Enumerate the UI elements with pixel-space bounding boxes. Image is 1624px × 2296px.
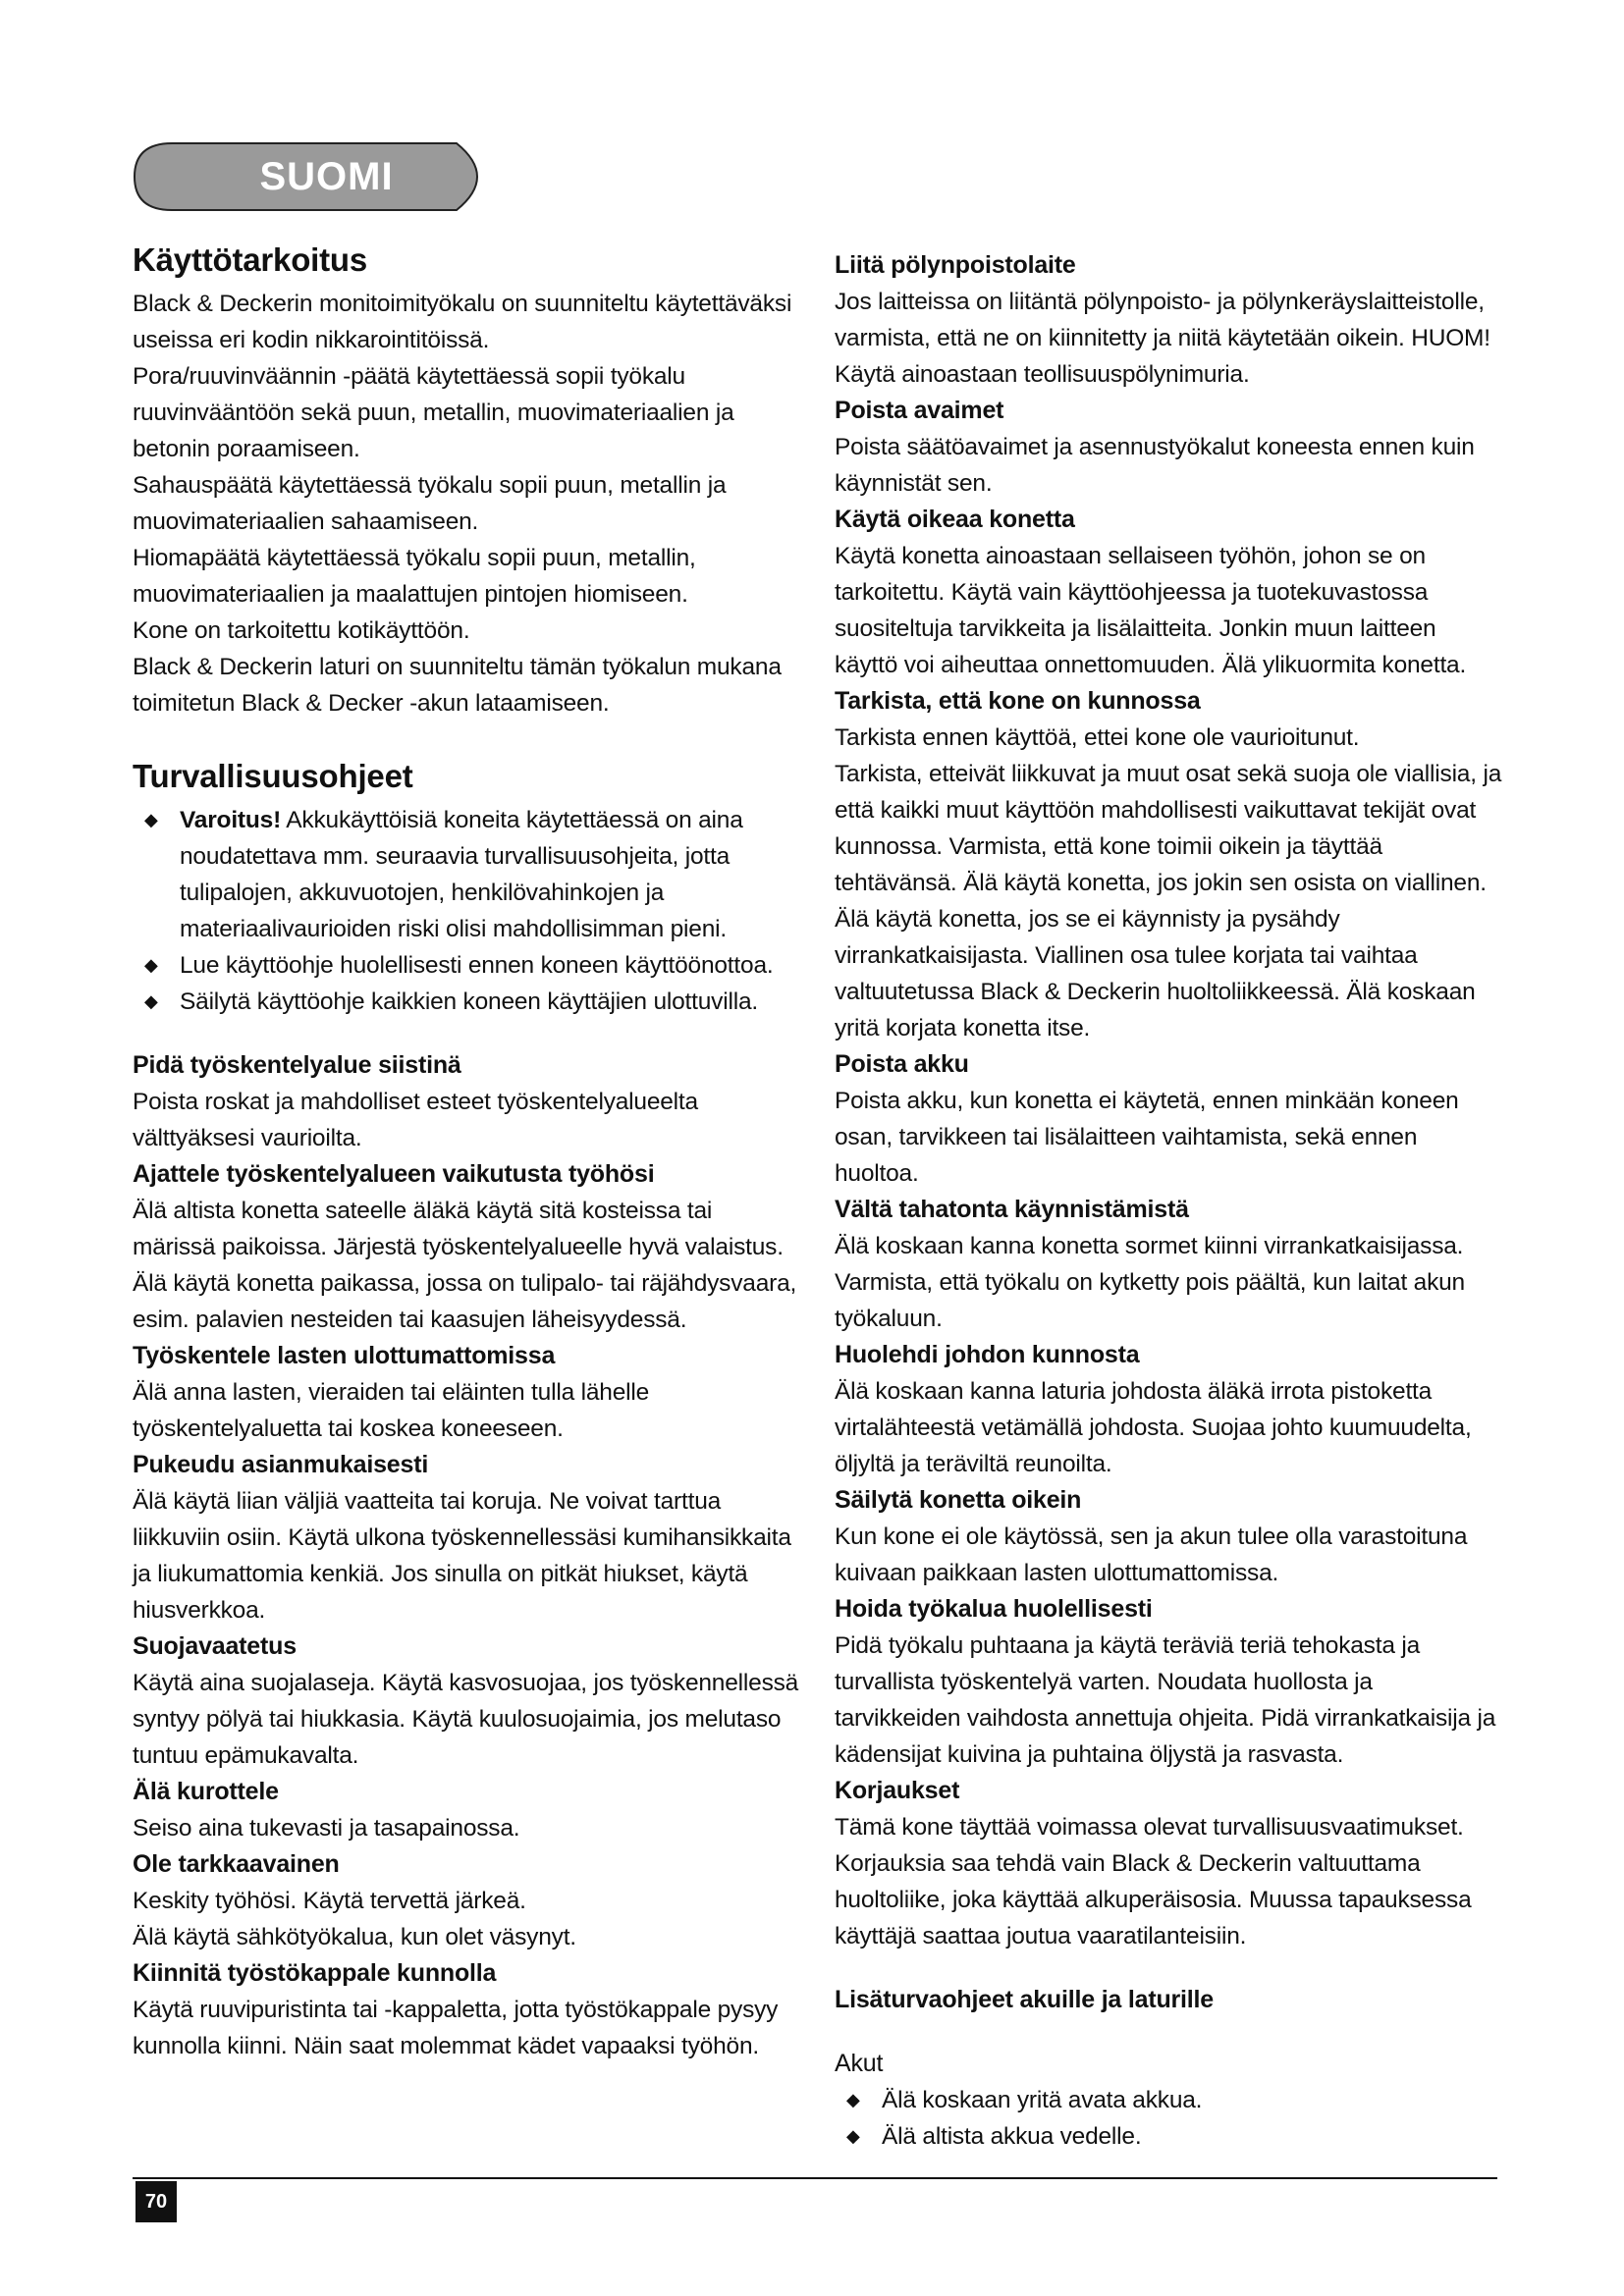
section-title: Ajattele työskentelyalueen vaikutusta työhösi <box>133 1160 655 1188</box>
intro-paragraph: Black & Deckerin laturi on suunniteltu tämän työkalun mukana toimitetun Black & Decker -akun lataamiseen. <box>133 654 782 717</box>
heading-turvallisuusohjeet: Turvallisuusohjeet <box>133 758 413 794</box>
intro-paragraph: Sahauspäätä käytettäessä työkalu sopii puun, metallin ja muovimateriaalien sahaamiseen. <box>133 472 727 535</box>
section-title: Käytä oikeaa konetta <box>835 506 1075 533</box>
section-title: Vältä tahatonta käynnistämistä <box>835 1196 1189 1223</box>
section-text: Käytä aina suojalaseja. Käytä kasvosuojaa, jos työskennellessä syntyy pölyä tai hiukkasia. Käytä kuulosuojaimia, jos melutaso tuntuu epämukavalta. <box>133 1670 799 1769</box>
section-title: Poista avaimet <box>835 397 1004 424</box>
section-text: Poista roskat ja mahdolliset esteet työskentelyalueelta välttyäksesi vaurioilta. <box>133 1089 698 1151</box>
warning-label: Varoitus! <box>180 807 282 833</box>
section-title: Poista akku <box>835 1050 969 1078</box>
section-title: Korjaukset <box>835 1777 960 1804</box>
intro-paragraph: Black & Deckerin monitoimityökalu on suunniteltu käytettäväksi useissa eri kodin nikkarointitöissä. <box>133 291 792 353</box>
section-text: Tarkista ennen käyttöä, ettei kone ole vaurioitunut. <box>835 724 1360 751</box>
bullet-text: Säilytä käyttöohje kaikkien koneen käyttäjien ulottuvilla. <box>180 988 758 1015</box>
bullet-text: Lue käyttöohje huolellisesti ennen koneen käyttöönottoa. <box>180 952 774 979</box>
section-title: Hoida työkalua huolellisesti <box>835 1595 1153 1623</box>
section-text: Älä käytä sähkötyökalua, kun olet väsynyt. <box>133 1924 576 1950</box>
section-text: Kun kone ei ole käytössä, sen ja akun tulee olla varastoituna kuivaan paikkaan lasten ulottumattomissa. <box>835 1523 1468 1586</box>
section-text: Käytä ruuvipuristinta tai -kappaletta, jotta työstökappale pysyy kunnolla kiinni. Näin saat molemmat kädet vapaaksi työhön. <box>133 1997 779 2059</box>
page-number: 70 <box>135 2181 177 2222</box>
section-text: Älä anna lasten, vieraiden tai eläinten tulla lähelle työskentelyaluetta tai koskea koneeseen. <box>133 1379 650 1442</box>
intro-paragraph: Kone on tarkoitettu kotikäyttöön. <box>133 617 470 644</box>
akut-bullet-list <box>835 2082 1502 2155</box>
section-title: Tarkista, että kone on kunnossa <box>835 687 1201 715</box>
section-text: Poista akku, kun konetta ei käytetä, ennen minkään koneen osan, tarvikkeen tai lisälaitteen vaihtamista, sekä ennen huoltoa. <box>835 1088 1459 1187</box>
section-title: Ole tarkkaavainen <box>133 1850 340 1878</box>
safety-bullet-list <box>133 802 800 1020</box>
section-title: Liitä pölynpoistolaite <box>835 251 1076 279</box>
diamond-bullet-icon: ◆ <box>846 2090 860 2109</box>
section-text: Älä koskaan kanna konetta sormet kiinni virrankatkaisijassa. Varmista, että työkalu on kytketty pois päältä, kun laitat akun työkaluun. <box>835 1233 1465 1332</box>
section-text: Pidä työkalu puhtaana ja käytä teräviä teriä tehokasta ja turvallista työskentelyä varten. Noudata huollosta ja tarvikkeiden vaihdosta annettuja ohjeita. Pidä virrankatkaisija ja kädensijat kuivina ja puhtaina öljystä ja rasvasta. <box>835 1632 1496 1768</box>
diamond-bullet-icon: ◆ <box>144 991 158 1011</box>
bullet-text: Älä altista akkua vedelle. <box>882 2123 1142 2150</box>
section-text: Älä koskaan kanna laturia johdosta äläkä irrota pistoketta virtalähteestä vetämällä johdosta. Suojaa johto kuumuudelta, öljyltä ja teräviltä reunoilta. <box>835 1378 1472 1477</box>
section-text: Poista säätöavaimet ja asennustyökalut koneesta ennen kuin käynnistät sen. <box>835 434 1475 497</box>
list-item <box>133 802 800 947</box>
intro-paragraph: Hiomapäätä käytettäessä työkalu sopii puun, metallin, muovimateriaalien ja maalattujen pintojen hiomiseen. <box>133 545 696 608</box>
bullet-text: Älä koskaan yritä avata akkua. <box>882 2087 1203 2113</box>
section-text: Tämä kone täyttää voimassa olevat turvallisuusvaatimukset. Korjauksia saa tehdä vain Black & Deckerin valtuuttama huoltoliike, joka käyttää alkuperäisosia. Muussa tapauksessa käyttäjä saattaa joutua vaaratilanteisiin. <box>835 1814 1472 1949</box>
list-item <box>835 2082 1502 2118</box>
section-title: Kiinnitä työstökappale kunnolla <box>133 1959 497 1987</box>
heading-lisaturvaohjeet: Lisäturvaohjeet akuille ja laturille <box>835 1986 1215 2013</box>
footer-rule <box>133 2177 1497 2179</box>
section-text: Seiso aina tukevasti ja tasapainossa. <box>133 1815 520 1842</box>
section-title: Älä kurottele <box>133 1778 279 1805</box>
diamond-bullet-icon: ◆ <box>846 2126 860 2146</box>
section-text: Älä käytä liian väljiä vaatteita tai koruja. Ne voivat tarttua liikkuviin osiin. Käytä ulkona työskennellessäsi kumihansikkaita ja liukumattomia kenkiä. Jos sinulla on pitkät hiukset, käytä hiusverkkoa. <box>133 1488 791 1624</box>
language-tab <box>133 137 501 216</box>
list-item <box>133 984 800 1020</box>
right-column <box>835 247 1502 2155</box>
section-title: Pukeudu asianmukaisesti <box>133 1451 429 1478</box>
left-column <box>133 239 800 2064</box>
section-text: Keskity työhösi. Käytä tervettä järkeä. <box>133 1888 526 1914</box>
intro-paragraph: Pora/ruuvinväännin -päätä käytettäessä sopii työkalu ruuvinvääntöön sekä puun, metallin, muovimateriaalien ja betonin poraamiseen. <box>133 363 734 462</box>
section-title: Huolehdi johdon kunnosta <box>835 1341 1140 1368</box>
section-title: Pidä työskentelyalue siistinä <box>133 1051 461 1079</box>
section-text: Jos laitteissa on liitäntä pölynpoisto- ja pölynkeräyslaitteistolle, varmista, että ne on kiinnitetty ja niitä käytetään oikein. HUOM! Käytä ainoastaan teollisuuspölynimuria. <box>835 289 1490 388</box>
warning-text: Akkukäyttöisiä koneita käytettäessä on aina noudatettava mm. seuraavia turvallisuusohjeita, jotta tulipalojen, akkuvuotojen, henkilövahinkojen ja materiaalivaurioiden riski olisi mahdollisimman pieni. <box>180 807 743 942</box>
diamond-bullet-icon: ◆ <box>144 810 158 829</box>
section-title: Työskentele lasten ulottumattomissa <box>133 1342 556 1369</box>
section-text: Käytä konetta ainoastaan sellaiseen työhön, johon se on tarkoitettu. Käytä vain käyttöohjeessa ja tuotekuvastossa suositeltuja tarvikkeita ja lisälaitteita. Jonkin muun laitteen käyttö voi aiheuttaa onnettomuuden. Älä ylikuormita konetta. <box>835 543 1467 678</box>
section-title: Suojavaatetus <box>133 1632 297 1660</box>
list-item <box>835 2118 1502 2155</box>
language-label: SUOMI <box>259 154 394 198</box>
heading-kayttotarkoitus: Käyttötarkoitus <box>133 241 368 278</box>
section-text: Älä altista konetta sateelle äläkä käytä sitä kosteissa tai märissä paikoissa. Järjestä työskentelyalueelle hyvä valaistus. Älä käytä konetta paikassa, jossa on tulipalo- tai räjähdysvaara, esim. palavien nesteiden tai kaasujen läheisyydessä. <box>133 1198 797 1333</box>
section-text: Tarkista, etteivät liikkuvat ja muut osat sekä suoja ole viallisia, ja että kaikki muut käyttöön mahdollisesti vaikuttavat tekijät ovat kunnossa. Varmista, että kone toimii oikein ja täyttää tehtävänsä. Älä käytä konetta, jos jokin sen osista on viallinen. Älä käytä konetta, jos se ei käynnisty ja pysähdy virrankatkaisijasta. Viallinen osa tulee korjata tai vaihtaa valtuutetussa Black & Deckerin huoltoliikkeessä. Älä koskaan yritä korjata konetta itse. <box>835 761 1502 1041</box>
diamond-bullet-icon: ◆ <box>144 955 158 975</box>
akut-label: Akut <box>835 2050 884 2077</box>
section-title: Säilytä konetta oikein <box>835 1486 1082 1514</box>
list-item <box>133 947 800 984</box>
